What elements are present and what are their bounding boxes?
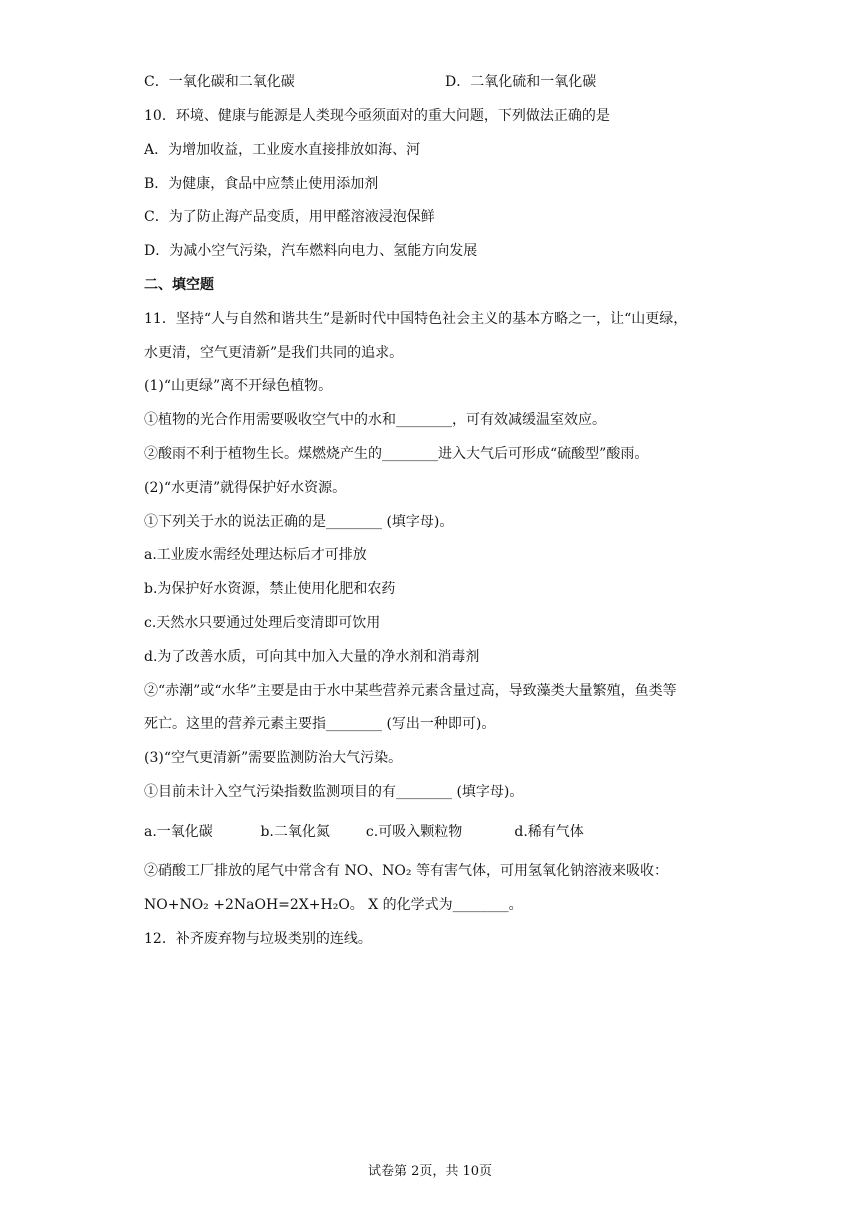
q11-part3-q1: ①目前未计入空气污染指数监测项目的有________ (填字母)。 bbox=[144, 784, 524, 800]
q11-part2-option-a: a.工业废水需经处理达标后才可排放 bbox=[144, 547, 367, 563]
q11-part3-options bbox=[144, 822, 584, 842]
q11-part2-option-d: d.为了改善水质，可向其中加入大量的净水剂和消毒剂 bbox=[144, 649, 480, 665]
q11-part1-q2: ②酸雨不利于植物生长。煤燃烧产生的________进入大气后可形成“硫酸型”酸雨。 bbox=[144, 446, 649, 462]
q11-part3-option-b: b.二氧化氮 bbox=[260, 824, 330, 840]
q9-option-d: D．二氧化硫和一氧化碳 bbox=[445, 74, 597, 90]
q11-part3-option-d: d.稀有气体 bbox=[514, 824, 584, 840]
q10-option-c: C．为了防止海产品变质，用甲醛溶液浸泡保鲜 bbox=[144, 209, 435, 225]
page-footer: 试卷第 2页，共 10页 bbox=[367, 1164, 493, 1179]
q11-part3-title: (3)“空气更清新”需要监测防治大气污染。 bbox=[144, 750, 403, 766]
q9-option-c: C．一氧化碳和二氧化碳 bbox=[144, 74, 295, 90]
q10-option-b: B．为健康，食品中应禁止使用添加剂 bbox=[144, 176, 379, 192]
q11-part2-q2-line1: ②“赤潮”或“水华”主要是由于水中某些营养元素含量过高，导致藻类大量繁殖，鱼类等 bbox=[144, 683, 677, 699]
q11-stem-line1: 11．坚持“人与自然和谐共生”是新时代中国特色社会主义的基本方略之一，让“山更绿， bbox=[144, 311, 688, 327]
q12-stem: 12．补齐废弃物与垃圾类别的连线。 bbox=[144, 931, 372, 947]
q11-part1-title: (1)“山更绿”离不开绿色植物。 bbox=[144, 378, 333, 394]
q11-part2-option-c: c.天然水只要通过处理后变清即可饮用 bbox=[144, 615, 381, 631]
q10-option-d: D．为减小空气污染，汽车燃料向电力、氢能方向发展 bbox=[144, 243, 478, 259]
q11-part3-option-a: a.一氧化碳 bbox=[144, 824, 213, 840]
q11-part2-title: (2)“水更清”就得保护好水资源。 bbox=[144, 480, 347, 496]
q11-part2-q2-line2: 死亡。这里的营养元素主要指________ (写出一种即可)。 bbox=[144, 716, 496, 732]
section-title: 二、填空题 bbox=[144, 277, 214, 293]
q11-part1-q1: ①植物的光合作用需要吸收空气中的水和________，可有效减缓温室效应。 bbox=[144, 412, 606, 428]
q11-stem-line2: 水更清，空气更清新”是我们共同的追求。 bbox=[144, 345, 404, 361]
q10-stem: 10．环境、健康与能源是人类现今亟须面对的重大问题，下列做法正确的是 bbox=[144, 108, 610, 124]
q11-part3-q2-line1: ②硝酸工厂排放的尾气中常含有 NO、NO₂ 等有害气体，可用氢氧化钠溶液来吸收： bbox=[144, 863, 668, 879]
q11-part2-q1: ①下列关于水的说法正确的是________ (填字母)。 bbox=[144, 514, 454, 530]
q11-part2-option-b: b.为保护好水资源，禁止使用化肥和农药 bbox=[144, 581, 396, 597]
q11-part3-option-c: c.可吸入颗粒物 bbox=[365, 824, 463, 840]
q10-option-a: A．为增加收益，工业废水直接排放如海、河 bbox=[144, 142, 421, 158]
q11-part3-q2-line2: NO+NO₂ +2NaOH=2X+H₂O。 X 的化学式为________。 bbox=[144, 897, 523, 913]
